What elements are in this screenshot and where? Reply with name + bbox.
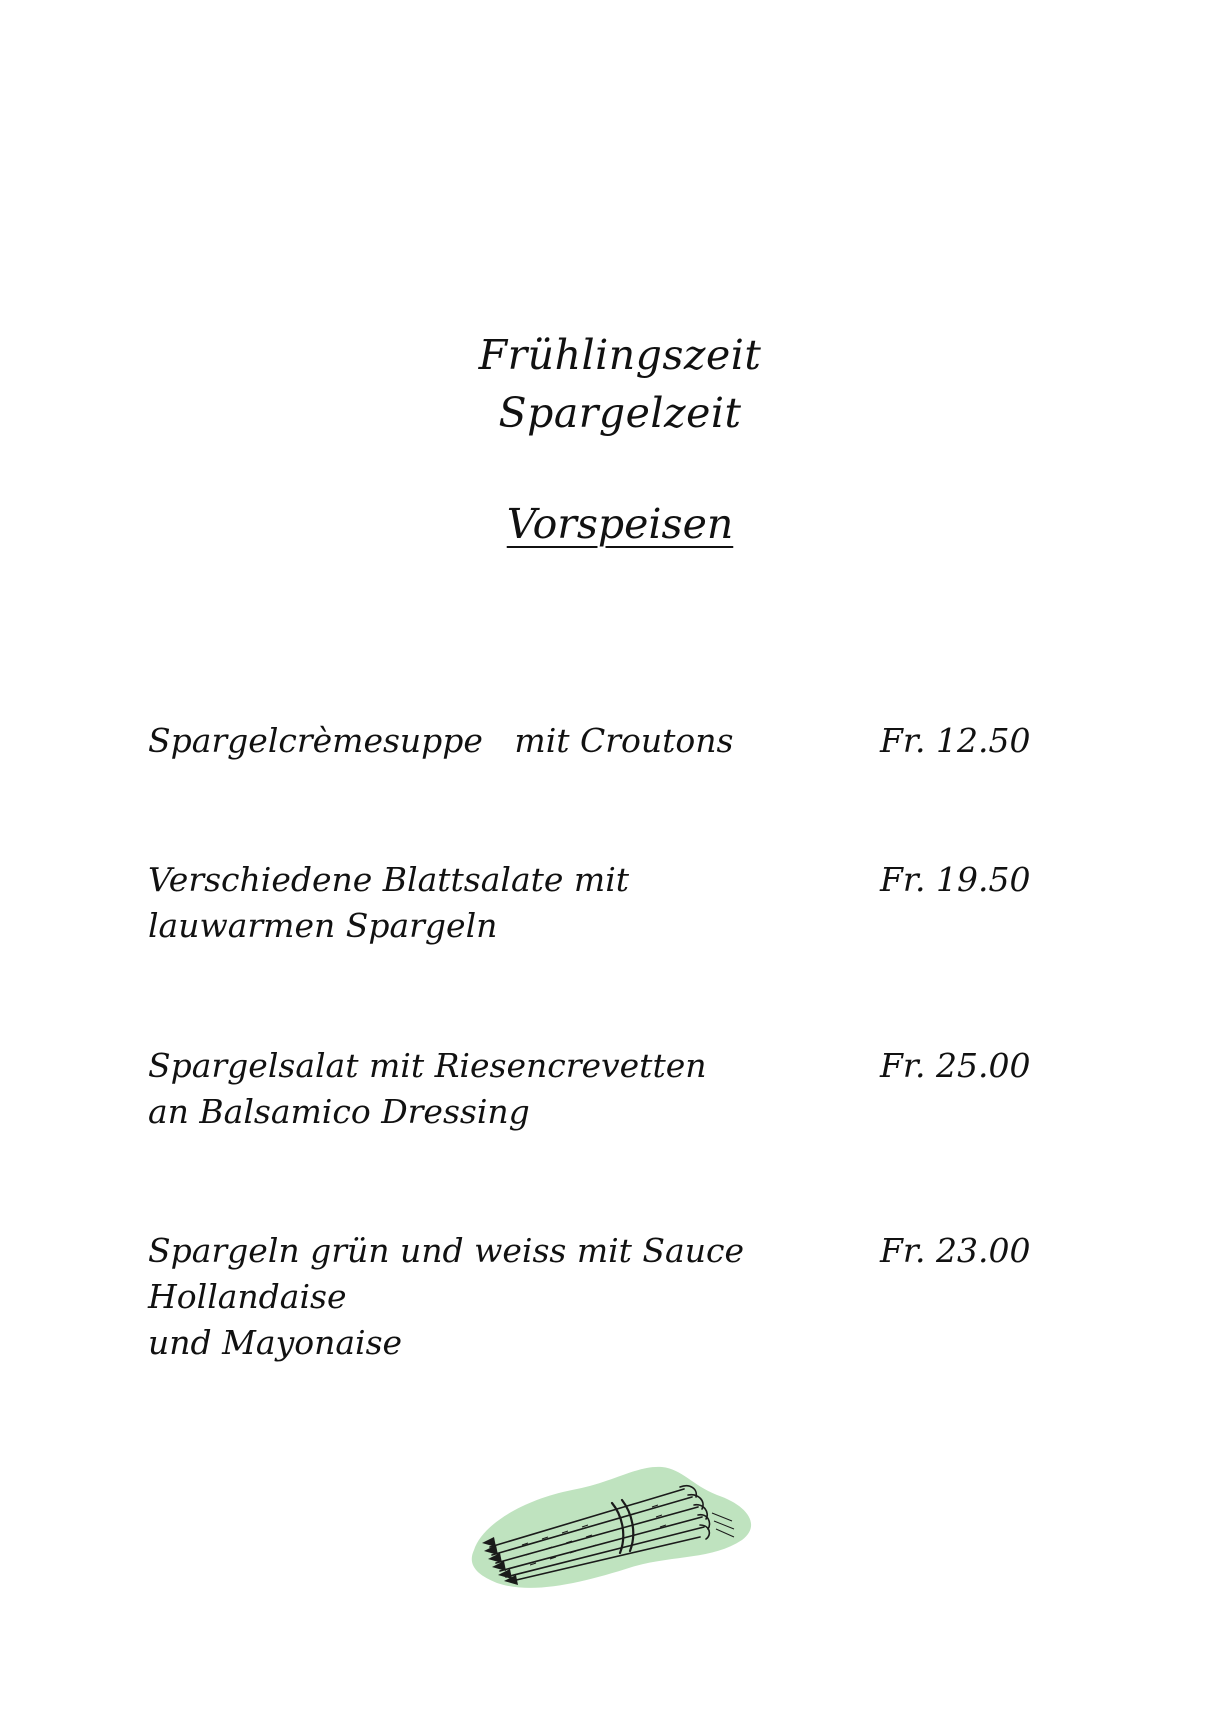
menu-item-description	[148, 718, 868, 764]
menu-item-line1: Verschiedene Blattsalate mit	[148, 860, 630, 899]
menu-item-price: Fr. 12.50	[880, 721, 1031, 760]
menu-item-description	[148, 1043, 868, 1135]
menu-item-line1: Spargelsalat mit Riesencrevetten	[148, 1046, 707, 1085]
section-heading-text: Vorspeisen	[506, 500, 734, 548]
menu-item-description	[148, 857, 868, 949]
asparagus-bundle-icon	[462, 1455, 762, 1590]
menu-item-price: Fr. 23.00	[880, 1231, 1031, 1270]
menu-item-price: Fr. 25.00	[880, 1046, 1031, 1085]
menu-item-line2: lauwarmen Spargeln	[148, 906, 498, 945]
menu-item-line2: und Mayonaise	[148, 1323, 403, 1362]
menu-header	[440, 326, 800, 442]
page-subtitle: Spargelzeit	[498, 389, 742, 437]
section-heading	[440, 498, 800, 550]
menu-item-description	[148, 1228, 868, 1366]
menu-item-line1: Spargelcrèmesuppe mit Croutons	[148, 721, 734, 760]
menu-item-line2: an Balsamico Dressing	[148, 1092, 530, 1131]
page-title: Frühlingszeit	[478, 331, 762, 379]
menu-item-line1: Spargeln grün und weiss mit Sauce Hollandaise	[148, 1231, 744, 1316]
menu-item-price: Fr. 19.50	[880, 860, 1031, 899]
